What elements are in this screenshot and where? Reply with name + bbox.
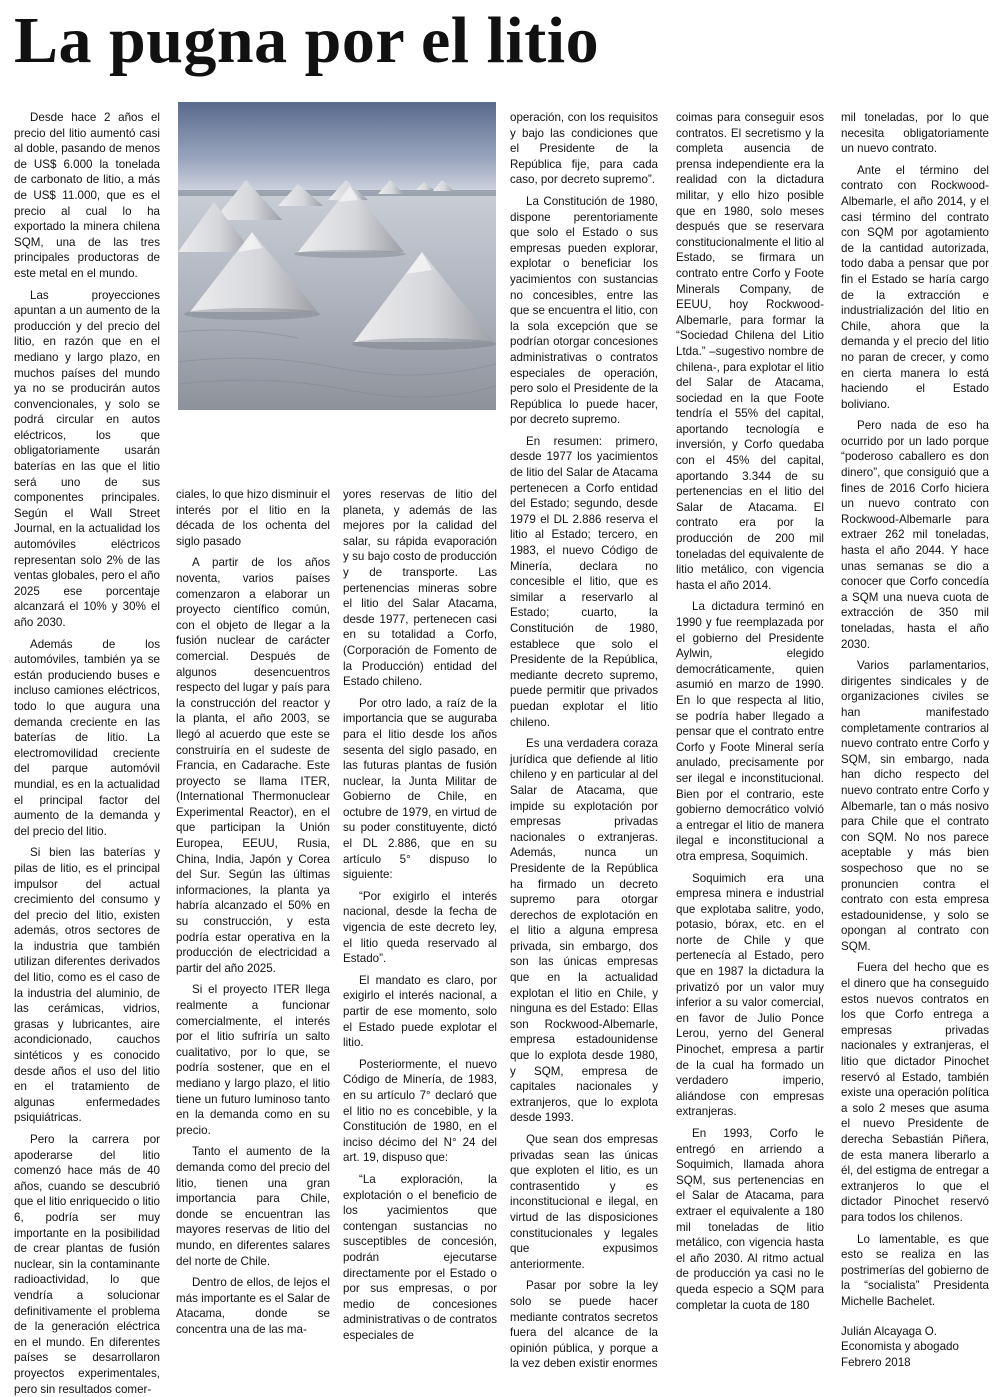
salt-flat-photo: [178, 102, 496, 410]
paragraph: Las proyecciones apuntan a un aumento de la producción y del precio del litio, en razón que en el mediano y largo plazo, en muchos países del mundo ya no se producirán autos convencionales, y solo se podrá circular en autos eléctricos, los que obligatoriamente usarán baterías en las que el litio será uno de sus componentes principales. Según el Wall Street Journal, en la actualidad los automóviles eléctricos representan solo 2% de las ventas globales, pero el año 2025 ese porcentaje alcanzará el 10% y 30% el año 2030.: [14, 288, 160, 629]
paragraph: Ante el término del contrato con Rockwood-Albemarle, el año 2014, y el casi término del contrato con SQM por agotamiento de la cantidad autorizada, todo daba a pensar que por fin el Estado se haría cargo de la extracción e industrialización del litio en Chile, ahora que la demanda y el precio del litio no paran de crecer, y como en cierta manera lo está haciendo el Estado boliviano.: [841, 163, 989, 411]
paragraph: El mandato es claro, por exigirlo el interés nacional, a partir de ese momento, solo el Estado puede explotar el litio.: [343, 973, 497, 1050]
article-date: Febrero 2018: [841, 1355, 911, 1369]
paragraph: Si el proyecto ITER llega realmente a funcionar comercialmente, el interés por el litio sufriría un salto cualitativo, por lo que, se podría sostener, que en el mediano y largo plazo, el litio tiene un futuro luminoso tanto en la demanda como en su precio.: [176, 983, 330, 1137]
paragraph: Es una verdadera coraza jurídica que defiende al litio chileno y en particular al del Salar de Atacama, que impide su explotación por empresas privadas nacionales o extranjeras. Además, nunca un Presidente de la República ha firmado un decreto supremo para otorgar derechos de explotación en el litio a alguna empresa privada, sin embargo, dos son las únicas empresas que en la actualidad explotan el litio en Chile, y ninguna es del Estado: Ellas son Rockwood-Albemarle, empresa estadounidense que lo explota desde 1980, y SQM, empresa de capitales nacionales y extranjeros, que lo explota desde 1993.: [510, 737, 658, 1125]
article-column-1: [14, 110, 160, 1396]
article-column-2: [176, 487, 330, 1347]
article-column-6: [841, 110, 989, 1369]
article-column-3: [343, 487, 497, 1347]
headline: La pugna por el litio: [14, 4, 600, 77]
paragraph: Fuera del hecho que es el dinero que ha conseguido estos nuevos contratos en los que Corfo entrega a empresas privadas nacionales y extranjeras, el litio que dictador Pinochet reservó al Estado, también existe una operación política a solo 2 meses que asuma el nuevo Presidente de derecha Sebastián Piñera, de esta manera liberarlo a él, del estigma de entregar a extranjeros lo que el dictador Pinochet reservó para todos los chilenos.: [841, 961, 989, 1224]
paragraph: Si bien las baterías y pilas de litio, es el principal impulsor del actual crecimiento del consumo y del precio del litio, existen además, otros sectores de la industria que también utilizan diferentes derivados del litio, como es el caso de la industria del aluminio, de las cerámicas, vidrios, grasas y lubricantes, aire acondicionado, cauchos sintéticos y es conocido desde años el uso del litio en el tratamiento de algunas enfermedades psiquiátricas.: [14, 846, 160, 1125]
paragraph: yores reservas de litio del planeta, y además de las mejores por la calidad del salar, su rápida evaporación y su bajo costo de producción y de transporte. Las pertenencias mineras sobre el litio del Salar Atacama, desde 1977, pertenecen casi en su totalidad a Corfo, (Corporación de Fomento de la Producción) entidad del Estado chileno.: [343, 488, 497, 689]
paragraph: En resumen: primero, desde 1977 los yacimientos de litio del Salar de Atacama pertenecen a Corfo entidad del Estado; segundo, desde 1979 el DL 2.886 reserva el litio al Estado; tercero, en 1983, el nuevo Código de Minería, declara no concesible el litio, que es similar a reservarlo al Estado; cuarto, la Constitución de 1980, establece que solo el Presidente de la República, mediante decreto supremo, puede permitir que privados puedan explotar el litio chileno.: [510, 434, 658, 729]
paragraph: Dentro de ellos, de lejos el más importante es el Salar de Atacama, donde se concentra una de las ma-: [176, 1276, 331, 1336]
paragraph: Desde hace 2 años el precio del litio aumentó casi al doble, pasando de menos de US$ 6.000 la tonelada de carbonato de litio, a más de US$ 11.000, que es el precio al cual lo ha exportado la minera chilena SQM, una de las tres principales productoras de este metal en el mundo.: [14, 111, 160, 280]
paragraph: Pero nada de eso ha ocurrido por un lado porque “poderoso caballero es don dinero”, que consiguió que a fines de 2016 Corfo hiciera un nuevo contrato con Rockwood-Albemarle para extraer 262 mil toneladas, hasta el año 2044. Y hace unas semanas se dio a conocer que Corfo concedía a SQM una nueva cuota de extracción de 350 mil toneladas, hasta el año 2030.: [841, 419, 989, 651]
paragraph: Soquimich era una empresa minera e industrial que explotaba salitre, yodo, potasio, bórax, etc. en el norte de Chile y que pertenecía al Estado, pero que en 1987 la dictadura la privatizó por un valor muy inferior a su valor comercial, en favor de Julio Ponce Lerou, yerno del General Pinochet, empresa a partir de la cual ha formado un verdadero imperio, aliándose con empresas extranjeras.: [676, 871, 824, 1119]
paragraph: Pasar por sobre la ley solo se puede hacer mediante contratos secretos fuera del alcance de la opinión pública, y porque a la vez deben existir enormes: [510, 1279, 658, 1371]
paragraph: Tanto el aumento de la demanda como del precio del litio, tienen una gran importancia para Chile, donde se encuentran las mayores reservas de litio del mundo, en diferentes salares del norte de Chile.: [176, 1145, 330, 1268]
paragraph: “Por exigirlo el interés nacional, desde la fecha de vigencia de este decreto ley, el litio queda reservado al Estado”.: [343, 889, 497, 966]
paragraph: coimas para conseguir esos contratos. El secretismo y la completa ausencia de prensa independiente era la realidad con la dictadura militar, y ello hizo posible que en 1980, solo meses después que se reservara constitucionalmente el litio al Estado, se firmara un contrato entre Corfo y Foote Minerals Company, de EEUU, hoy Rockwood-Albemarle, para formar la “Sociedad Chilena del Litio Ltda.” –sugestivo nombre de chilena-, para explotar el litio del Salar de Atacama, sociedad en la que Foote tendría el 55% del capital, aportando tecnología e inversión, y Corfo quedaba con el 45% del capital, aportando 3.344 de su pertenencias en el litio del Salar de Atacama. El contrato era por la producción de 200 mil toneladas del equivalente de litio metálico, con vigencia hasta el año 2014.: [676, 111, 824, 592]
article-column-4: [510, 110, 658, 1371]
paragraph: Que sean dos empresas privadas sean las únicas que exploten el litio, es un contrasentido y es inconstitucional e ilegal, en virtud de las disposiciones constitucionales y legales que expusimos anteriormente.: [510, 1133, 658, 1271]
paragraph: Varios parlamentarios, dirigentes sindicales y de organizaciones civiles se han manifestado completamente contrarios al nuevo contrato entre Corfo y SQM, sin embargo, nada han dicho respecto del nuevo contrato entre Corfo y Albemarle, tan o más nosivo para Chile que el contrato con SQM. No nos parece aceptable y más bien sospechoso que no se pronuncien contra el contrato con esta empresa estadounidense, y solo se opongan al contrato con SQM.: [841, 659, 989, 953]
paragraph: Pero la carrera por apoderarse del litio comenzó hace más de 40 años, cuando se descubrió que el litio enriquecido o litio 6, podría ser muy importante en la posibilidad de crear plantas de fusión nuclear, sin la contaminante radioactividad, lo que vendría a solucionar definitivamente el problema de la generación eléctrica en el mundo. En diferentes países se desarrollaron proyectos experimentales, pero sin resultados comer-: [14, 1133, 160, 1396]
paragraph: En 1993, Corfo le entregó en arriendo a Soquimich, llamada ahora SQM, sus pertenencias en el Salar de Atacama, para extraer el equivalente a 180 mil toneladas de litio metálico, con vigencia hasta el año 2030. Al ritmo actual de producción ya casi no le queda especio a SQM para completar la cuota de 180: [676, 1127, 824, 1312]
paragraph: mil toneladas, por lo que necesita obligatoriamente un nuevo contrato.: [841, 111, 989, 156]
paragraph: operación, con los requisitos y bajo las condiciones que el Presidente de la República fije, para cada caso, por decreto supremo”.: [510, 111, 658, 187]
author-signature: [841, 1324, 989, 1371]
paragraph: A partir de los años noventa, varios países comenzaron a elaborar un proyecto científico común, con el objeto de llegar a la fusión nuclear de carácter comercial. Después de algunos desencuentros respecto del lugar y país para la construcción del reactor y la planta, el año 2003, se llegó al acuerdo que este se construiría en el sudeste de Francia, en Cadarache. Este proyecto se llama ITER, (International Thermonuclear Experimental Reactor), en el que participan la Unión Europea, EEUU, Rusia, China, India, Japón y Corea del Sur. Según las últimas informaciones, la planta ya habría alcanzado el 50% en su construcción, y esta podría estar operativa en la producción de electricidad a partir del año 2025.: [176, 556, 330, 975]
paragraph: ciales, lo que hizo disminuir el interés por el litio en la década de los ochenta del siglo pasado: [176, 488, 331, 548]
salt-pyramids-image: [178, 102, 496, 410]
paragraph: Lo lamentable, es que esto se realiza en las postrimerías del gobierno de la “socialista” Presidenta Michelle Bachelet.: [841, 1232, 989, 1308]
paragraph: La dictadura terminó en 1990 y fue reemplazada por el gobierno del Presidente Aylwin, elegido democráticamente, quien asumió en marzo de 1990. En lo que respecta al litio, se podría haber llegado a pensar que el contrato entre Corfo y Foote Mineral sería anulado, precisamente por ser ilegal e inconstitucional. Bien por el contrario, este gobierno democrático volvió a entregar el litio de manera ilegal e inconstitucional a otra empresa, Soquimich.: [676, 600, 824, 863]
author-name: Julián Alcayaga O.: [841, 1324, 938, 1338]
paragraph: Además de los automóviles, también ya se están produciendo buses e incluso camiones eléctricos, todo lo que augura una demanda creciente en las baterías de litio. La electromovilidad creciente del parque automóvil mundial, es en la actualidad el principal factor del aumento de la demanda y del precio del litio.: [14, 637, 160, 838]
article-column-5: [676, 110, 824, 1350]
paragraph: Por otro lado, a raíz de la importancia que se auguraba para el litio desde los años sesenta del siglo pasado, en las futuras plantas de fusión nuclear, la Junta Militar de Gobierno de Chile, en octubre de 1979, en virtud de su poder constituyente, dictó el DL 2.886, que en su artículo 5° dispuso lo siguiente:: [343, 696, 497, 882]
paragraph: “La exploración, la explotación o el beneficio de los yacimientos que contengan sustancias no susceptibles de concesión, podrán ejecutarse directamente por el Estado o por sus empresas, o por medio de concesiones administrativas o de contratos especiales de: [343, 1172, 498, 1342]
paragraph: Posteriormente, el nuevo Código de Minería, de 1983, en su artículo 7° declaró que el litio no es concebible, y la Constitución de 1980, en el inciso décimo del N° 24 del art. 19, dispuso que:: [343, 1057, 497, 1165]
paragraph: La Constitución de 1980, dispone perentoriamente que solo el Estado o sus empresas pueden explorar, explotar o beneficiar los yacimientos con sustancias no concesibles, entre las que se encuentra el litio, con la sola excepción que se podrían otorgar concesiones administrativas o contratos especiales de operación, pero solo el Presidente de la República lo puede hacer, por decreto supremo.: [510, 194, 658, 427]
author-title: Economista y abogado: [841, 1340, 959, 1354]
